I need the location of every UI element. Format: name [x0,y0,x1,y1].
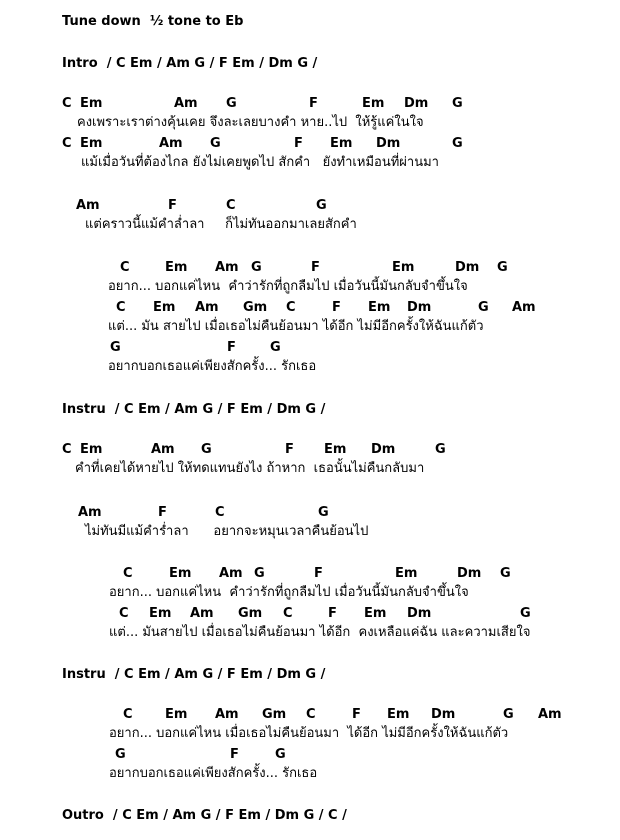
chord: F [230,747,239,762]
chord: G [254,566,265,581]
chord: Dm [376,136,401,151]
chord: C [283,606,293,621]
chord: G [452,136,463,151]
chord: Gm [243,300,268,315]
chord: Em [80,96,103,111]
chord: Am [151,442,175,457]
chord: G [503,707,514,722]
chord: Em [330,136,353,151]
chord: C [119,606,129,621]
chord: G [115,747,126,762]
chord: Dm [404,96,429,111]
chord: G [478,300,489,315]
chord: C [62,136,72,151]
lyric: อยาก... บอกแค่ไหน คำว่ารักที่ถูกลืมไป เมื่อวันนี้มันกลับจำขึ้นใจ [109,585,469,600]
chord: Em [362,96,385,111]
lyric: แต่... มันสายไป เมื่อเธอไม่คืนย้อนมา ได้อีก คงเหลือแค่ฉัน และความเสียใจ [109,625,531,640]
chord: G [500,566,511,581]
section-outro: Outro / C Em / Am G / F Em / Dm G / C / [62,808,347,823]
chord: G [497,260,508,275]
chord: G [435,442,446,457]
chord: Am [174,96,198,111]
chord: Dm [455,260,480,275]
lyric: อยากบอกเธอแค่เพียงสักครั้ง... รักเธอ [108,359,317,374]
chord: Am [76,198,100,213]
chord: Am [219,566,243,581]
chord: Em [368,300,391,315]
chord: Gm [238,606,263,621]
tuning-note: Tune down ½ tone to Eb [62,14,244,29]
chord: Am [512,300,536,315]
section-instru-1: Instru / C Em / Am G / F Em / Dm G / [62,402,326,417]
chord: G [210,136,221,151]
chord: Em [80,136,103,151]
chord: F [294,136,303,151]
chord: C [120,260,130,275]
chord: F [158,505,167,520]
chord: Em [169,566,192,581]
chord: Am [78,505,102,520]
chord: Em [149,606,172,621]
chord: Dm [431,707,456,722]
chord: C [215,505,225,520]
chord: F [311,260,320,275]
lyric: อยาก... บอกแค่ไหน คำว่ารักที่ถูกลืมไป เมื่อวันนี้มันกลับจำขึ้นใจ [108,279,468,294]
chord: F [332,300,341,315]
chord: G [270,340,281,355]
chord: Dm [371,442,396,457]
chord: Am [159,136,183,151]
chord: G [226,96,237,111]
chord: C [226,198,236,213]
chord: C [123,707,133,722]
lyric: อยาก... บอกแค่ไหน เมื่อเธอไม่คืนย้อนมา ได้อีก ไม่มีอีกครั้งให้ฉันแก้ตัว [109,726,509,741]
chord: Dm [407,606,432,621]
chord: C [62,96,72,111]
section-instru-2: Instru / C Em / Am G / F Em / Dm G / [62,667,326,682]
chord: F [227,340,236,355]
chord: Em [165,707,188,722]
chord: F [285,442,294,457]
lyric: แม้เมื่อวันที่ต้องไกล ยังไม่เคยพูดไป สักคำ ยังทำเหมือนที่ผ่านมา [81,155,439,170]
chord: F [352,707,361,722]
chord: F [328,606,337,621]
chord: Em [364,606,387,621]
chord: C [62,442,72,457]
chord: Am [195,300,219,315]
chord: G [316,198,327,213]
chord: Em [80,442,103,457]
chord: Am [538,707,562,722]
lyric: แต่... มัน สายไป เมื่อเธอไม่คืนย้อนมา ได้อีก ไม่มีอีกครั้งให้ฉันแก้ตัว [108,319,484,334]
lyric: คำที่เคยได้หายไป ให้ทดแทนยังไง ถ้าหาก เธอนั้นไม่คืนกลับมา [75,461,425,476]
chord: G [520,606,531,621]
chord: C [306,707,316,722]
chord: C [123,566,133,581]
chord: Em [153,300,176,315]
chord: G [201,442,212,457]
chord: Gm [262,707,287,722]
lyric: แต่คราวนี้แม้คำล่ำลา ก็ไม่ทันออกมาเลยสักคำ [85,217,357,232]
lyric: อยากบอกเธอแค่เพียงสักครั้ง... รักเธอ [109,766,318,781]
chord: F [309,96,318,111]
chord: G [251,260,262,275]
chord: Am [190,606,214,621]
chord: Dm [457,566,482,581]
chord: G [452,96,463,111]
chord: G [275,747,286,762]
lyric: ไม่ทันมีแม้คำร่ำลา อยากจะหมุนเวลาคืนย้อนไป [85,524,369,539]
lyric: คงเพราะเราต่างคุ้นเคย จึงละเลยบางคำ หาย..ไป ให้รู้แค่ในใจ [77,115,424,130]
chord: Em [165,260,188,275]
chord: Dm [407,300,432,315]
chord: C [116,300,126,315]
chord: Am [215,260,239,275]
chord: F [314,566,323,581]
chord: G [110,340,121,355]
chord: G [318,505,329,520]
chord: Em [387,707,410,722]
section-intro: Intro / C Em / Am G / F Em / Dm G / [62,56,318,71]
chord: C [286,300,296,315]
chord: F [168,198,177,213]
chord: Em [395,566,418,581]
chord: Em [324,442,347,457]
chord: Em [392,260,415,275]
chord: Am [215,707,239,722]
